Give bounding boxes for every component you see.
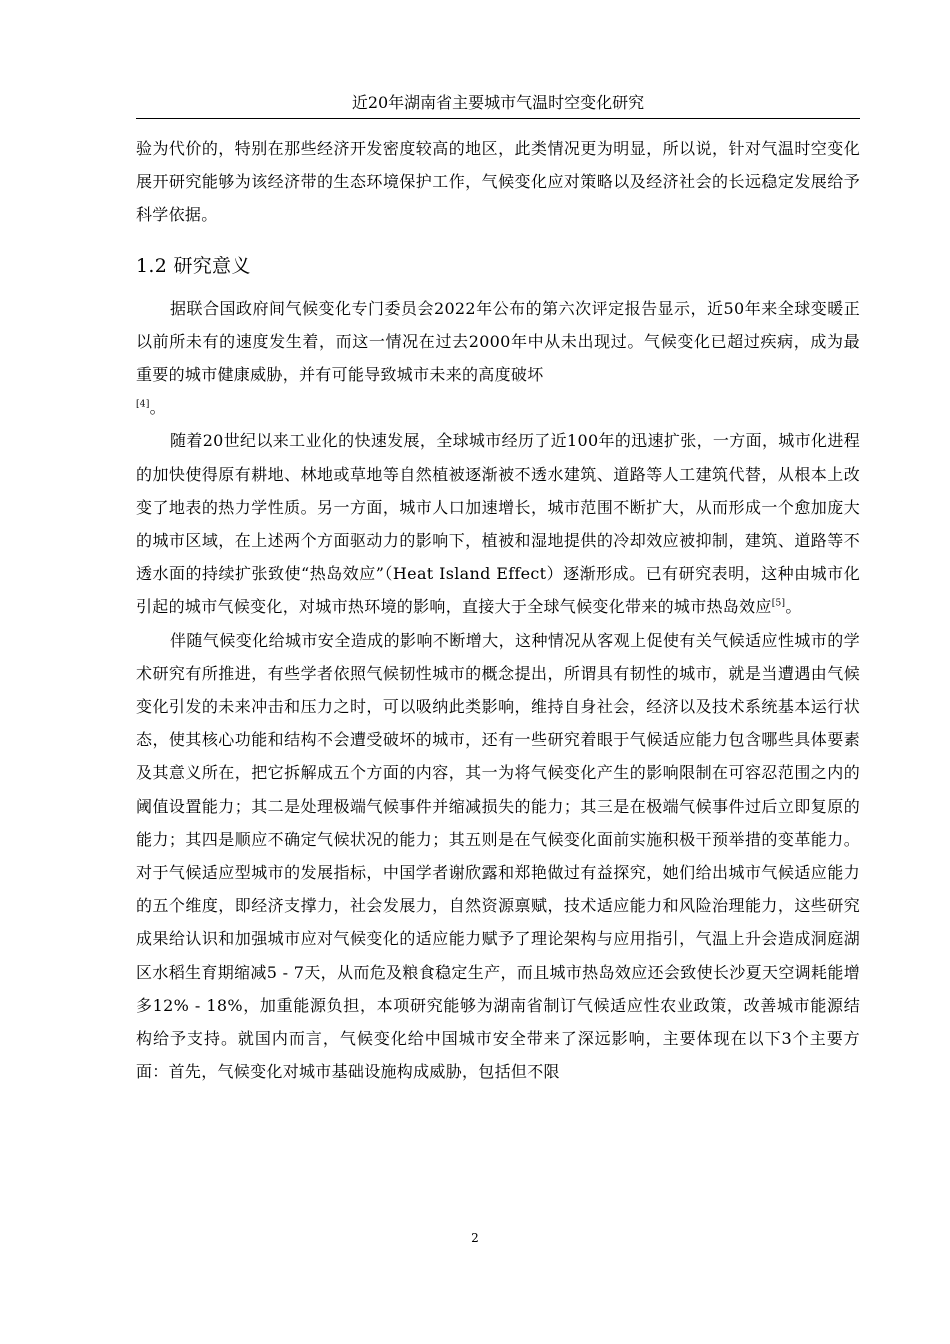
citation-4: [4] [136, 399, 150, 410]
page-body [136, 132, 860, 1088]
paragraph-2-text: 随着20世纪以来工业化的快速发展，全球城市经历了近100年的迅速扩张，一方面，城市化进程 的加快使得原有耕地、林地或草地等自然植被逐渐被不透水建筑、道路等人工建筑代替，从根本上改变了地表的热力学性质。另一方面，城市人口加速增长，城市范围不断扩大，从而形成一个愈加庞大的城市区域，在上述两个方面驱动力的影响下，植被和湿地提供的冷却效应被抑制，建筑、道路等不透水面的持续扩张致使“热岛效应”（Heat Island Effect）逐渐形成。已有研究表明，这种由城市化引起的城市气候变化，对城市热环境的影响，直接大于全球气候变化带来的城市热岛效应 [136, 431, 860, 617]
running-header [136, 92, 860, 119]
paragraph-1-text: 据联合国政府间气候变化专门委员会2022年公布的第六次评定报告显示，近50年来全球变暖正以前所未有的速度发生着，而这一情况在过去2000年中从未出现过。气候变化已超过疾病，成为最重要的城市健康威胁，并有可能导致城市未来的高度破坏 [136, 298, 860, 385]
running-header-title: 近20年湖南省主要城市气温时空变化研究 [351, 93, 645, 112]
paragraph-2-end: 。 [785, 597, 802, 617]
paragraph-3: 伴随气候变化给城市安全造成的影响不断增大，这种情况从客观上促使有关气候适应性城市的学术研究有所推进，有些学者依照气候韧性城市的概念提出，所谓具有韧性的城市，就是当遭遇由气候变化引发的未来冲击和压力之时，可以吸纳此类影响，维持自身社会，经济以及技术系统基本运行状态，使其核心功能和结构不会遭受破坏的城市，还有一些研究着眼于气候适应能力包含哪些具体要素及其意义所在，把它拆解成五个方面的内容，其一为将气候变化产生的影响限制在可容忍范围之内的阈值设置能力；其二是处理极端气候事件并缩减损失的能力；其三是在极端气候事件过后立即复原的能力；其四是顺应不确定气候状况的能力；其五则是在气候变化面前实施积极干预举措的变革能力。 对于气候适应型城市的发展指标，中国学者谢欣露和郑艳做过有益探究，她们给出城市气候适应能力的五个维度，即经济支撑力，社会发展力，自然资源禀赋，技术适应能力和风险治理能力，这些研究成果给认识和加强城市应对气候变化的适应能力赋予了理论架构与应用指引，气温上升会造成洞庭湖区水稻生育期缩减5 - 7天，从而危及粮食稳定生产，而且城市热岛效应还会致使长沙夏天空调耗能增多12% - 18%，加重能源负担，本项研究能够为湖南省制订气候适应性农业政策，改善城市能源结构给予支持。就国内而言，气候变化给中国城市安全带来了深远影响，主要体现在以下3个主要方面：首先，气候变化对城市基础设施构成威胁，包括但不限 [136, 630, 860, 1082]
paragraph-1-end: 。 [149, 398, 166, 418]
page-number: 2 [471, 1231, 479, 1245]
paragraph-1 [136, 292, 860, 425]
citation-5: [5] [771, 599, 786, 610]
continuation-paragraph: 验为代价的，特别在那些经济开发密度较高的地区，此类情况更为明显，所以说，针对气温时空变化展开研究能够为该经济带的生态环境保护工作，气候变化应对策略以及经济社会的长远稳定发展给予科学依据。 [136, 139, 860, 225]
paragraph-2 [136, 424, 860, 623]
section-heading: 1.2 研究意义 [136, 254, 251, 277]
